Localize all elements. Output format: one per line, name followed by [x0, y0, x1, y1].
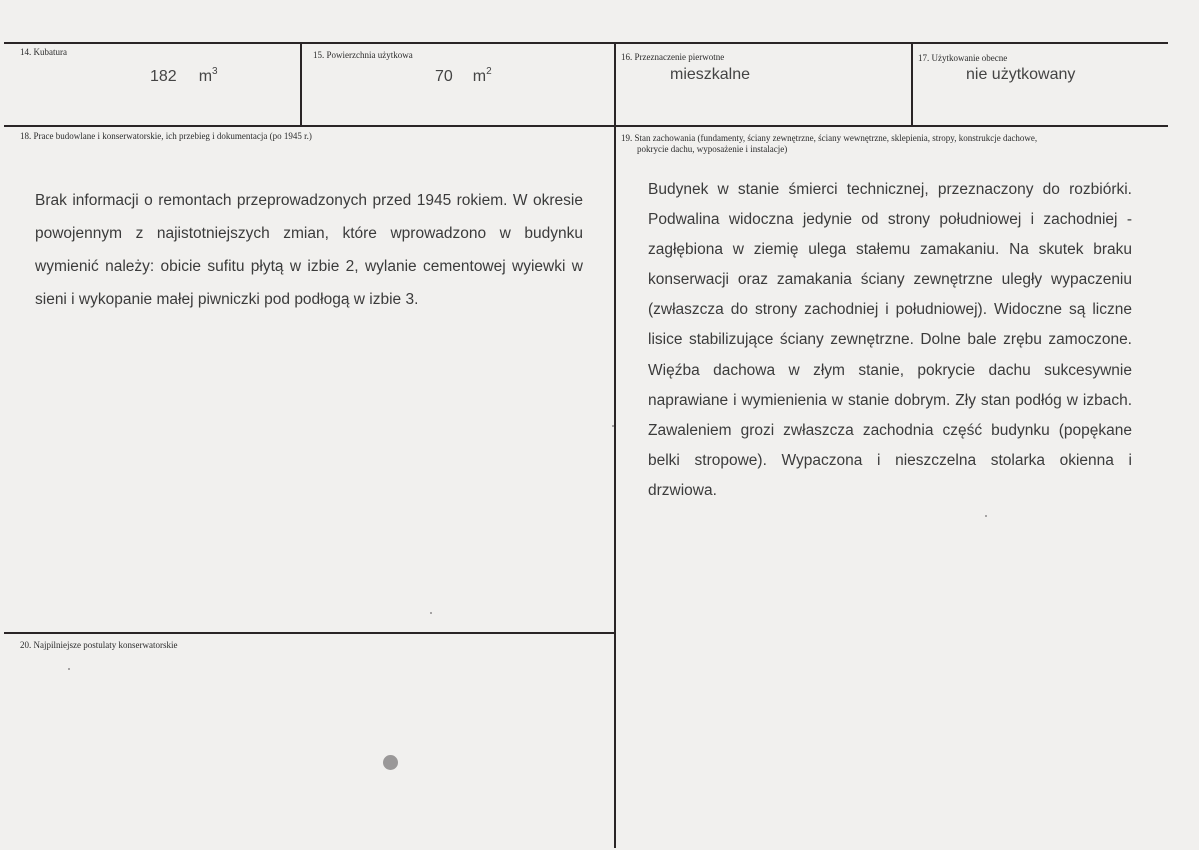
field-15-label: 15. Powierzchnia użytkowa	[313, 50, 413, 60]
field-15-value	[435, 66, 492, 86]
field-19-label-line1: 19. Stan zachowania (fundamenty, ściany zewnętrzne, ściany wewnętrzne, sklepienia, stropy, konstrukcje dachowe,	[621, 133, 1038, 143]
row1-bottom-rule	[4, 125, 1168, 127]
area-number: 70	[435, 68, 453, 85]
volume-unit: m	[198, 68, 213, 85]
field-17-label: 17. Użytkowanie obecne	[918, 53, 1008, 63]
field-18-label: 18. Prace budowlane i konserwatorskie, ich przebieg i dokumentacja (po 1945 r.)	[20, 131, 312, 141]
field-19-label	[621, 133, 1037, 155]
area-unit-exponent: 2	[486, 66, 492, 77]
field-18-text: Brak informacji o remontach przeprowadzonych przed 1945 rokiem. W okresie powojennym z najistotniejszych zmian, które wprowadzono w budynku wymienić należy: obicie sufitu płytą w izbie 2, wylanie cementowej wyiewki w sieni i wykopanie małej piwniczki pod podłogą w izbie 3.	[35, 192, 583, 308]
field-17-value: nie użytkowany	[966, 66, 1076, 83]
section-18-bottom-rule	[4, 632, 616, 634]
field-14-label: 14. Kubatura	[20, 47, 67, 57]
field-19-label-line2: pokrycie dachu, wyposażenie i instalacje)	[637, 144, 788, 154]
field-16-value: mieszkalne	[670, 66, 751, 83]
volume-number: 182	[150, 68, 177, 85]
divider-14-15	[300, 42, 302, 127]
field-14-value	[150, 66, 218, 86]
speck	[985, 515, 987, 517]
field-20-label: 20. Najpilniejsze postulaty konserwatorskie	[20, 640, 178, 650]
ink-spot	[383, 755, 398, 770]
area-unit: m	[472, 68, 487, 85]
speck	[612, 425, 614, 427]
divider-16-17	[911, 42, 913, 127]
speck	[430, 612, 432, 614]
field-19-text: Budynek w stanie śmierci technicznej, przeznaczony do rozbiórki. Podwalina widoczna jedynie od strony południowej i zachodniej - zagłębiona w ziemię ulega stałemu zamakaniu. Na skutek braku konserwacji oraz zamakania ściany zewnętrzne uległy wypaczeniu (zwłaszcza do strony zachodniej i południowej). Widoczne są liczne lisice stabilizujące ściany zewnętrzne. Dolne bale zrębu zamoczone. Więźba dachowa w złym stanie, pokrycie dachu sukcesywnie naprawiane i wymienienia w stanie dobrym. Zły stan podłóg w izbach. Zawaleniem grozi zwłaszcza zachodnia część budynku (popękane belki stropowe). Wypaczona i nieszczelna stolarka okienna i drzwiowa.	[648, 181, 1132, 499]
field-16-label: 16. Przeznaczenie pierwotne	[621, 52, 725, 62]
top-rule	[4, 42, 1168, 44]
speck	[68, 668, 70, 670]
volume-unit-exponent: 3	[212, 66, 218, 77]
divider-15-16	[614, 42, 616, 848]
